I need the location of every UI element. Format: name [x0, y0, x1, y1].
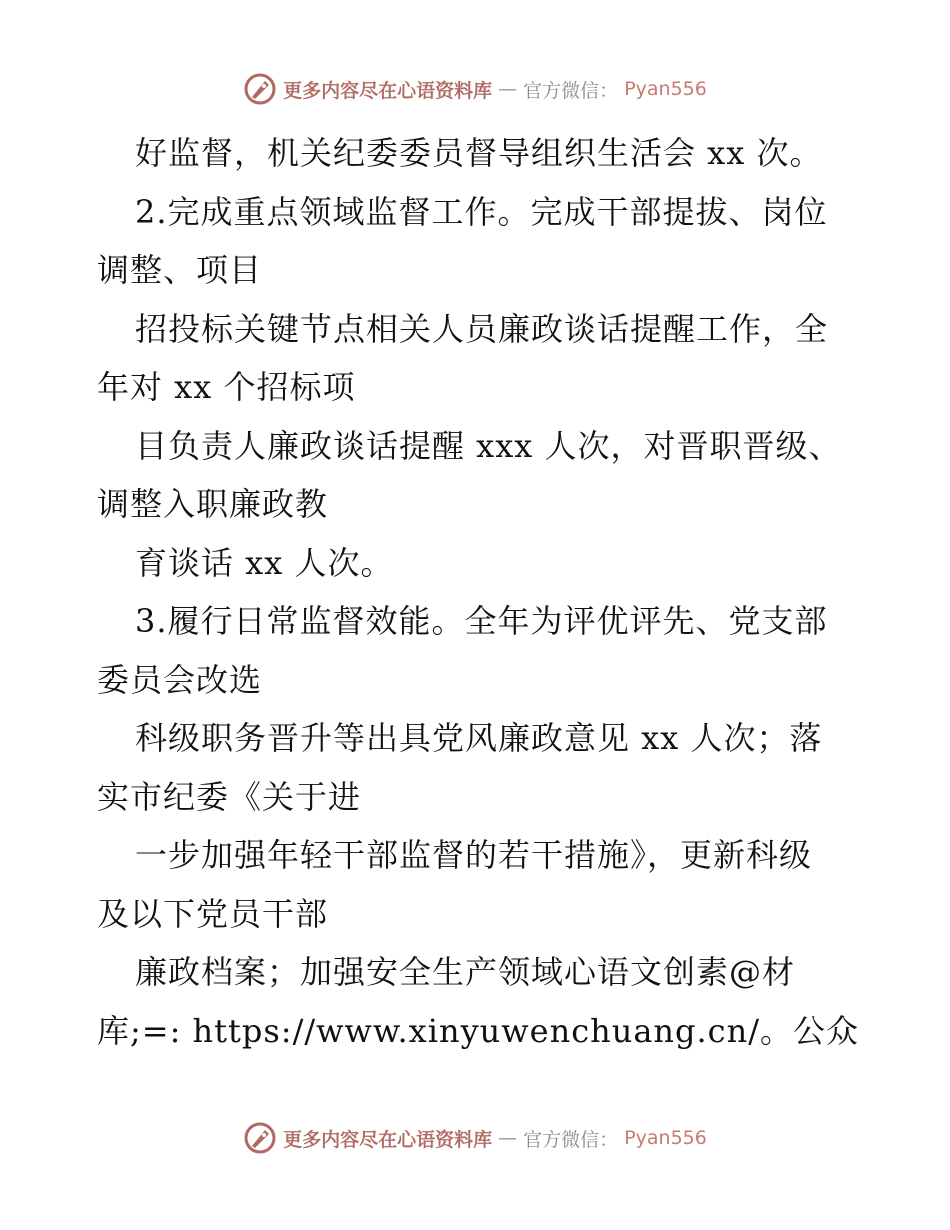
footer-banner: [0, 1121, 950, 1155]
paragraph-line: 年对 xx 个招标项: [97, 368, 356, 406]
paragraph-line: 一步加强年轻干部监督的若干措施》，更新科级: [135, 836, 813, 874]
paragraph-line: 2.完成重点领域监督工作。完成干部提拔、岗位: [135, 192, 828, 231]
paragraph-line: 目负责人廉政谈话提醒 xxx 人次，对晋职晋级、: [135, 426, 842, 465]
paragraph-line: 科级职务晋升等出具党风廉政意见 xx 人次；落: [135, 719, 823, 757]
footer-brand-text: 更多内容尽在心语资料库: [283, 1128, 493, 1151]
footer-wechat-id: Pyan556: [624, 1127, 707, 1149]
paragraph-line: 育谈话 xx 人次。: [135, 543, 394, 582]
header-brand-text: 更多内容尽在心语资料库: [283, 79, 493, 102]
header-banner: [0, 72, 950, 106]
footer-wechat-label: 官方微信：: [523, 1128, 619, 1151]
pen-nib-logo-icon: [243, 72, 277, 106]
pen-nib-logo-icon: [243, 1121, 277, 1155]
paragraph-line: 实市纪委《关于进: [97, 777, 362, 816]
paragraph-line: 3.履行日常监督效能。全年为评优评先、党支部: [135, 602, 828, 640]
paragraph-line: 及以下党员干部: [97, 894, 329, 933]
paragraph-line: 招投标关键节点相关人员廉政谈话提醒工作，全: [135, 309, 829, 348]
paragraph-line: 调整、项目: [97, 251, 263, 289]
footer-separator: —: [498, 1127, 518, 1149]
paragraph-line: 委员会改选: [97, 660, 263, 699]
paragraph-line: 调整入职廉政教: [97, 485, 329, 523]
header-wechat-label: 官方微信：: [523, 79, 619, 102]
header-separator: —: [498, 78, 518, 100]
paragraph-line: 廉政档案；加强安全生产领域心语文创素@材: [135, 953, 796, 991]
header-wechat-id: Pyan556: [624, 78, 707, 100]
document-body: [97, 124, 897, 1060]
paragraph-line: 库;=: https://www.xinyuwenchuang.cn/。公众: [97, 1011, 859, 1050]
paragraph-line: 好监督，机关纪委委员督导组织生活会 xx 次。: [135, 134, 823, 172]
